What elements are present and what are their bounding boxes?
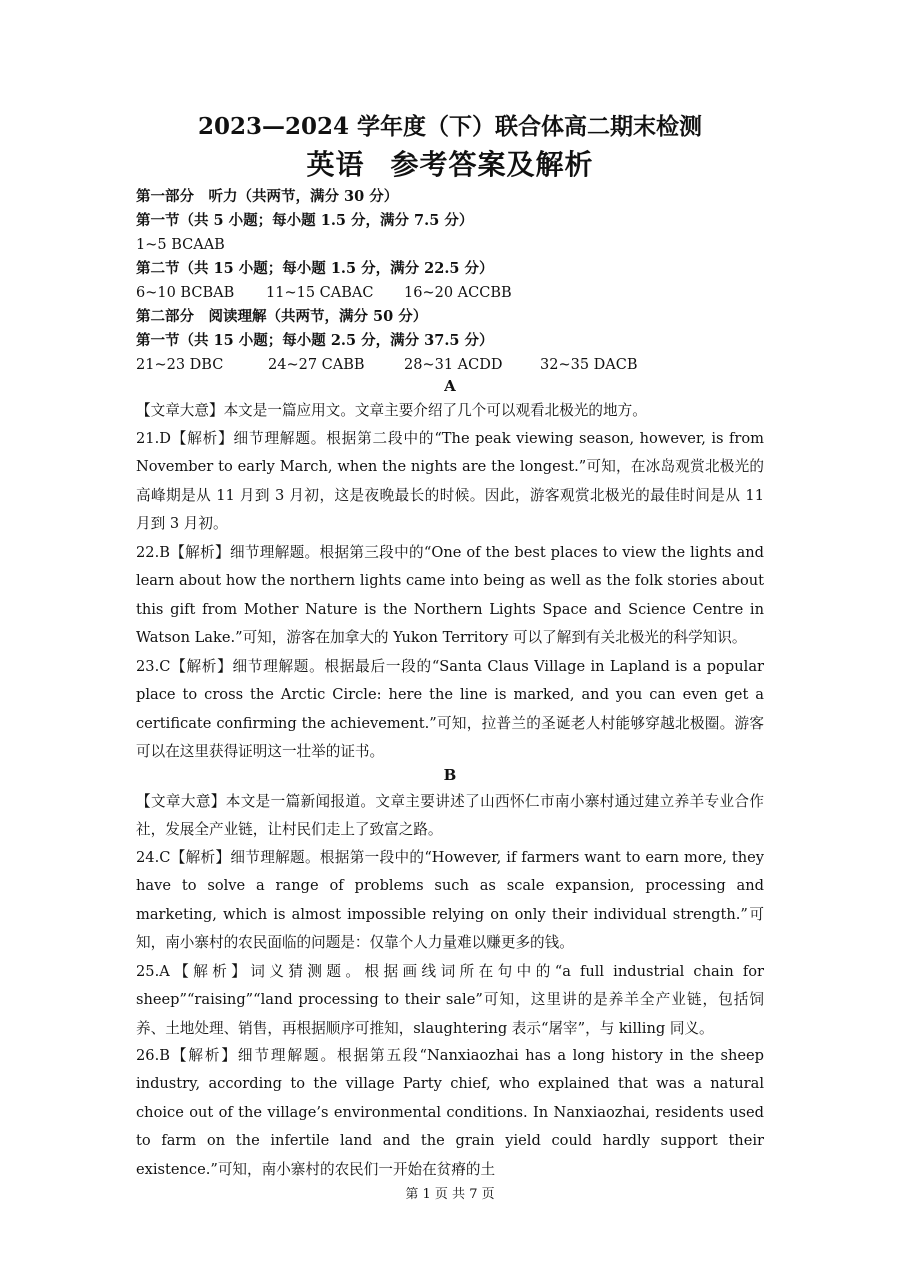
answer-group: 16~20 ACCBB	[404, 285, 512, 301]
q24-explanation: 24.C【解析】细节理解题。根据第一段中的“However, if farmers want to earn more, they have to solve a range of problems such as scale expansion, processing and marketing, which is almost impossible relying on only their individual strength.”可知，南小寨村的农民面临的问题是：仅靠个人力量难以赚更多的钱。	[136, 849, 764, 952]
page-number: 第 1 页 共 7 页	[405, 1187, 495, 1202]
passage-a-summary: 【文章大意】本文是一篇应用文。文章主要介绍了几个可以观看北极光的地方。	[136, 402, 647, 419]
part2-section1-answers	[136, 355, 638, 375]
answer-group: 21~23 DBC	[136, 357, 224, 373]
part2-heading: 第二部分 阅读理解（共两节，满分 50 分）	[136, 308, 428, 325]
passage-a-label: A	[444, 377, 456, 395]
document-subtitle	[0, 143, 900, 183]
passage-b-label: B	[443, 766, 457, 784]
q21-explanation: 21.D【解析】细节理解题。根据第二段中的“The peak viewing season, however, is from November to early March, when the nights are the longest.”可知，在冰岛观赏北极光的高峰期是从 11 月到 3 月初，这是夜晚最长的时候。因此，游客观赏北极光的最佳时间是从 11 月到 3 月初。	[136, 430, 764, 533]
part1-section2-answers	[136, 283, 512, 303]
answer-group: 24~27 CABB	[268, 357, 365, 373]
q26-explanation: 26.B【解析】细节理解题。根据第五段“Nanxiaozhai has a long history in the sheep industry, according to the village Party chief, who explained that was a natural choice out of the village’s environmental conditions. In Nanxiaozhai, residents used to farm on the infertile land and the grain yield could hardly support their existence.”可知，南小寨村的农民们一开始在贫瘠的土	[136, 1047, 764, 1178]
part1-heading: 第一部分 听力（共两节，满分 30 分）	[136, 188, 399, 205]
exam-title: 2023—2024 学年度（下）联合体高二期末检测	[197, 113, 703, 140]
part2-section1-heading: 第一节（共 15 小题；每小题 2.5 分，满分 37.5 分）	[136, 332, 494, 349]
answer-group: 28~31 ACDD	[404, 357, 503, 373]
part1-section1-answers: 1~5 BCAAB	[136, 237, 225, 253]
subject-label: 英语	[306, 148, 365, 181]
passage-b-summary: 【文章大意】本文是一篇新闻报道。文章主要讲述了山西怀仁市南小寨村通过建立养羊专业合作社，发展全产业链，让村民们走上了致富之路。	[136, 793, 764, 839]
answer-group: 11~15 CABAC	[266, 285, 374, 301]
answer-group: 6~10 BCBAB	[136, 285, 235, 301]
part1-section2-heading: 第二节（共 15 小题；每小题 1.5 分，满分 22.5 分）	[136, 260, 494, 277]
subtitle-label: 参考答案及解析	[390, 148, 594, 181]
answer-group: 32~35 DACB	[540, 357, 638, 373]
q25-explanation: 25.A【解析】词义猜测题。根据画线词所在句中的“a full industrial chain for sheep”“raising”“land processing to their sale”可知，这里讲的是养羊全产业链，包括饲养、土地处理、销售，再根据顺序可推知，slaughtering 表示“屠宰”，与 killing 同义。	[136, 963, 764, 1037]
part1-section1-heading: 第一节（共 5 小题；每小题 1.5 分，满分 7.5 分）	[136, 212, 474, 229]
q23-explanation: 23.C【解析】细节理解题。根据最后一段的“Santa Claus Village in Lapland is a popular place to cross the Arctic Circle: here the line is marked, and you can even get a certificate confirming the achievement.”可知，拉普兰的圣诞老人村能够穿越北极圈。游客可以在这里获得证明这一壮举的证书。	[136, 658, 764, 761]
q22-explanation: 22.B【解析】细节理解题。根据第三段中的“One of the best places to view the lights and learn about how the northern lights came into being as well as the folk stories about this gift from Mother Nature is the Northern Lights Space and Science Centre in Watson Lake.”可知，游客在加拿大的 Yukon Territory 可以了解到有关北极光的科学知识。	[136, 544, 764, 647]
